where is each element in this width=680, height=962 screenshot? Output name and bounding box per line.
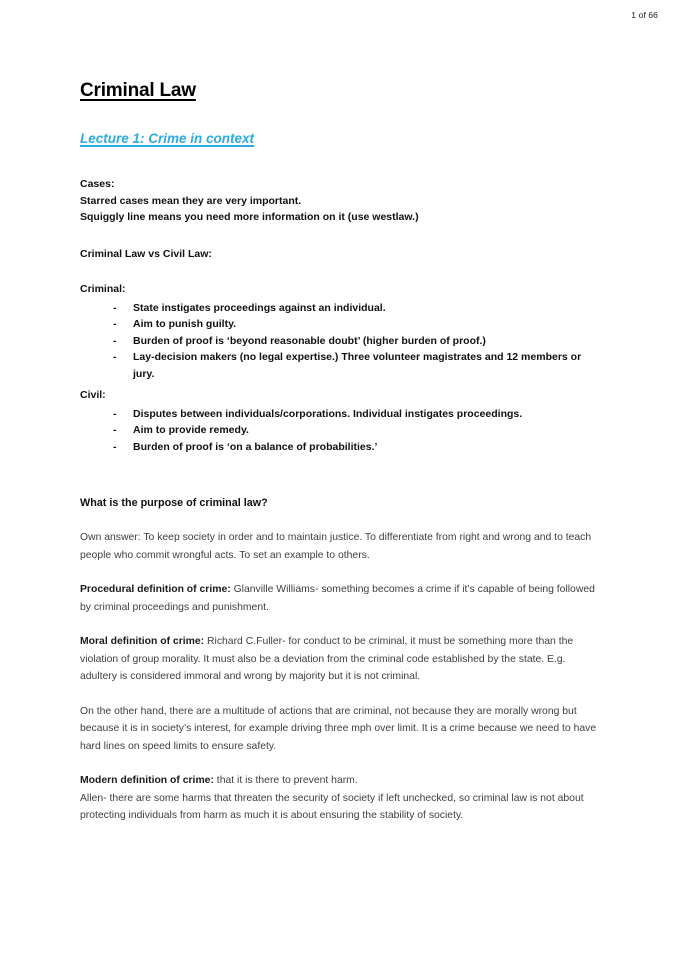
list-item-text: Aim to provide remedy. <box>133 424 249 436</box>
list-item <box>80 439 602 456</box>
document-title-text: Criminal Law <box>80 80 196 101</box>
cases-line-starred: Starred cases mean they are very important. <box>80 194 302 207</box>
criminal-label: Criminal: <box>80 283 126 295</box>
own-answer-paragraph: Own answer: To keep society in order and to maintain justice. To differentiate from right and wrong and to teach people who commit wrongful acts. To set an example to others. <box>80 532 592 561</box>
dash-marker-icon: - <box>113 351 117 363</box>
procedural-definition-paragraph <box>80 581 602 616</box>
purpose-heading: What is the purpose of criminal law? <box>80 497 268 509</box>
moral-definition-label: Moral definition of crime: <box>80 636 205 647</box>
dash-marker-icon: - <box>113 301 117 314</box>
list-item <box>80 333 602 350</box>
criminal-points-list <box>80 300 602 383</box>
civil-points-list <box>80 406 602 456</box>
moral-definition-text: Richard C.Fuller- for conduct to be criminal, it must be something more than the violation of group morality. It must also be a deviation from the criminal code established by the state. E.g. adultery is considered immoral and wrong by majority but it is not criminal. <box>80 636 574 682</box>
procedural-definition-text: Glanville Williams- something becomes a crime if it’s capable of being followed by criminal proceedings and punishment. <box>80 584 595 613</box>
modern-definition-text: that it is there to prevent harm. <box>213 775 358 786</box>
list-item-text: Aim to punish guilty. <box>133 318 237 330</box>
civil-label: Civil: <box>80 389 106 401</box>
comparison-heading: Criminal Law vs Civil Law: <box>80 247 212 260</box>
modern-definition-label: Modern definition of crime: <box>80 775 214 786</box>
list-item <box>80 406 602 423</box>
cases-line-squiggly: Squiggly line means you need more information on it (use westlaw.) <box>80 211 419 223</box>
list-item-text: State instigates proceedings against an individual. <box>133 301 386 314</box>
list-item-text: Disputes between individuals/corporations. Individual instigates proceedings. <box>133 407 523 420</box>
list-item-text: Lay-decision makers (no legal expertise.) Three volunteer magistrates and 12 members or jury. <box>133 351 582 380</box>
dash-marker-icon: - <box>113 334 117 347</box>
procedural-definition-label: Procedural definition of crime: <box>80 584 231 595</box>
list-item <box>80 349 602 382</box>
dash-marker-icon: - <box>113 424 117 436</box>
lecture-title <box>80 131 602 146</box>
modern-definition-paragraph <box>80 772 602 825</box>
dash-marker-icon: - <box>113 318 117 330</box>
dash-marker-icon: - <box>113 440 117 453</box>
list-item-text: Burden of proof is ‘beyond reasonable doubt’ (higher burden of proof.) <box>133 334 486 347</box>
dash-marker-icon: - <box>113 407 117 420</box>
modern-definition-continuation: Allen- there are some harms that threaten the security of society if left unchecked, so criminal law is not about protecting individuals from harm as much it is about ensuring the stability of society. <box>80 792 584 821</box>
page-number-header: 1 of 66 <box>631 10 658 20</box>
other-hand-paragraph: On the other hand, there are a multitude of actions that are criminal, not because they are morally wrong but because it is in society’s interest, for example driving three mph over limit. It is a crime because we need to have hard lines on speed limits to ensure safety. <box>80 705 597 752</box>
moral-definition-paragraph <box>80 633 602 686</box>
document-title <box>80 80 602 102</box>
list-item <box>80 316 602 333</box>
list-item <box>80 300 602 317</box>
cases-label: Cases: <box>80 178 115 190</box>
lecture-title-text: Lecture 1: Crime in context <box>80 131 255 146</box>
document-content <box>80 80 602 825</box>
list-item <box>80 422 602 439</box>
list-item-text: Burden of proof is ‘on a balance of probabilities.’ <box>133 440 378 453</box>
